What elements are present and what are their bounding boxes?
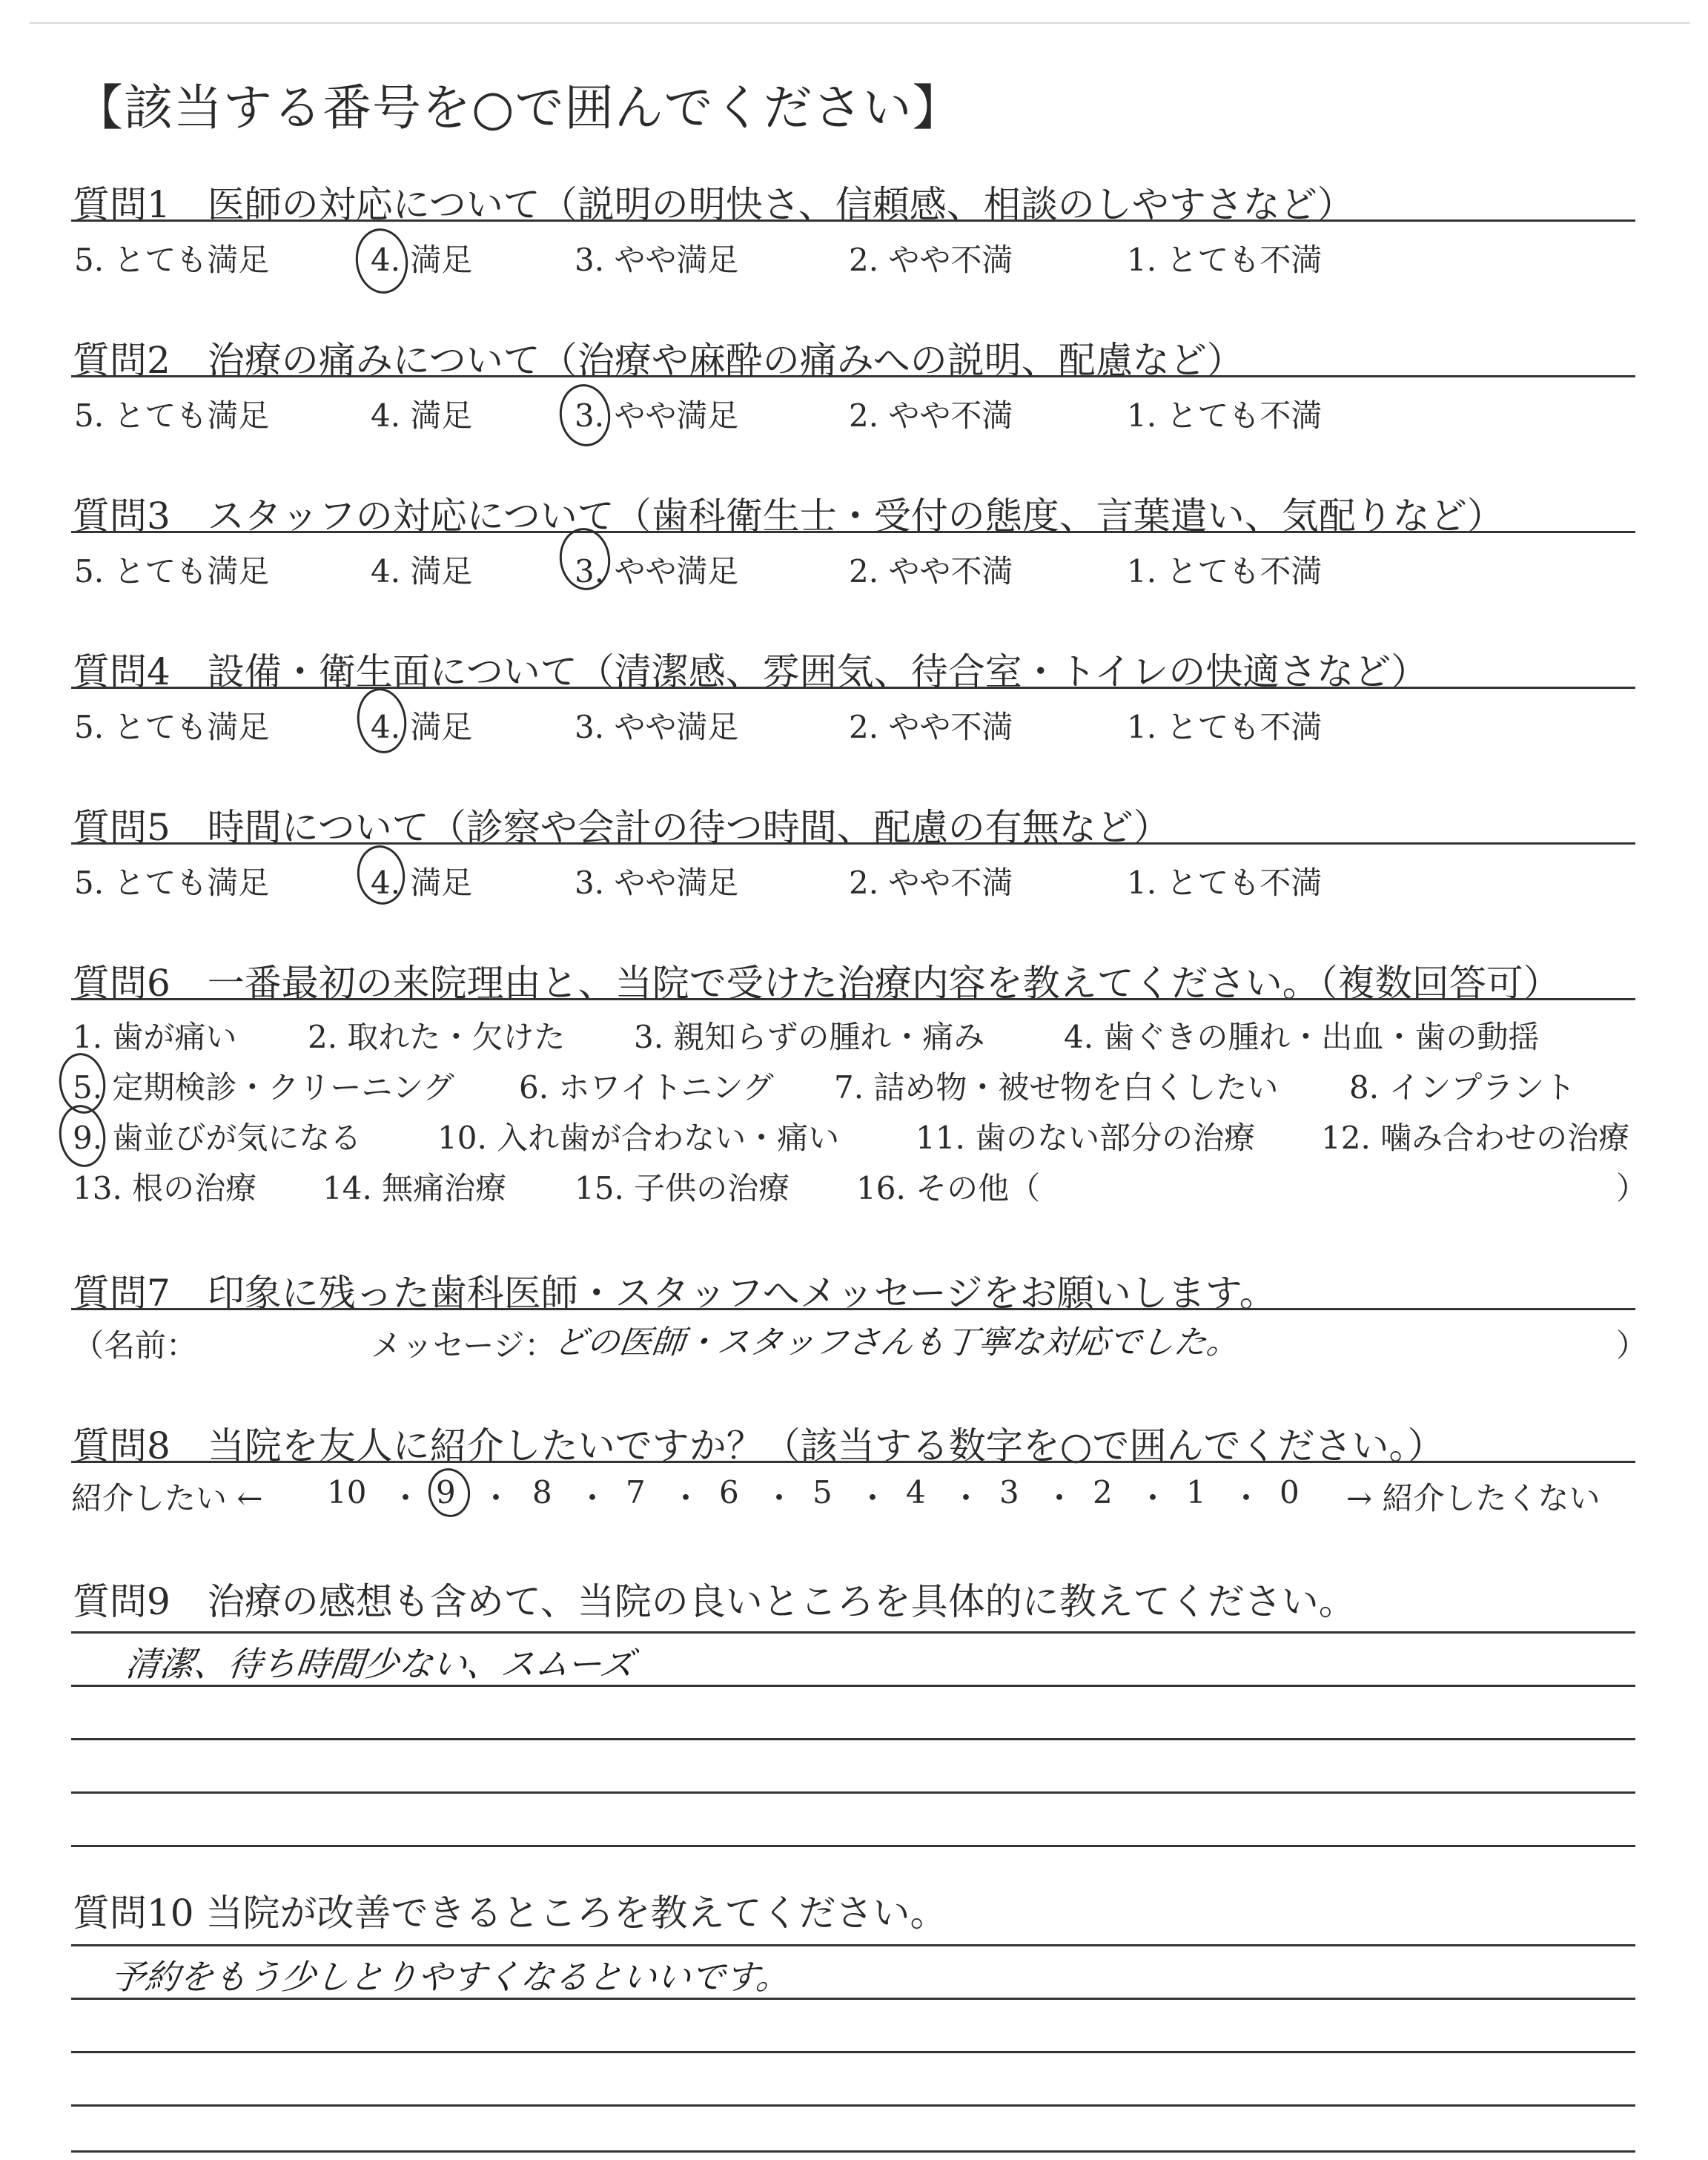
q9-line-3: [71, 1738, 1635, 1740]
q6-option-11[interactable]: 11. 歯のない部分の治療: [916, 1120, 1256, 1156]
q6-option-5[interactable]: 5. 定期検診・クリーニング: [73, 1069, 454, 1106]
q9-line-5: [71, 1845, 1635, 1847]
q7-message-answer[interactable]: どの医師・スタッフさんも丁寧な対応でした。: [552, 1324, 1242, 1361]
q4-option-3[interactable]: 3. やや満足: [575, 709, 739, 745]
top-border: [30, 22, 1690, 24]
instruction-header: 【該当する番号を○で囲んでください】: [74, 79, 962, 136]
q6-option-4[interactable]: 4. 歯ぐきの腫れ・出血・歯の動揺: [1064, 1019, 1540, 1055]
q8-right-label: → 紹介したくない: [1346, 1480, 1601, 1516]
q3-option-4[interactable]: 4. 満足: [371, 553, 473, 589]
q6-option-3[interactable]: 3. 親知らずの腫れ・痛み: [634, 1019, 985, 1055]
q10-title: 質問10 当院が改善できるところを教えてください。: [73, 1892, 947, 1935]
q8-number-0[interactable]: 0: [1280, 1474, 1300, 1510]
q8-dot: ・: [1044, 1480, 1076, 1516]
q6-option-13[interactable]: 13. 根の治療: [73, 1170, 257, 1206]
q3-option-5[interactable]: 5. とても満足: [74, 553, 270, 589]
q2-option-1[interactable]: 1. とても不満: [1127, 397, 1323, 434]
q6-option-6[interactable]: 6. ホワイトニング: [519, 1069, 774, 1106]
q1-title: 質問1 医師の対応について（説明の明快さ、信頼感、相談のしやすさなど）: [73, 183, 1354, 226]
q5-option-1[interactable]: 1. とても不満: [1127, 865, 1323, 901]
q1-option-5[interactable]: 5. とても満足: [74, 242, 270, 278]
q6-title: 質問6 一番最初の来院理由と、当院で受けた治療内容を教えてください。（複数回答可）: [73, 962, 1560, 1005]
q5-rule: [71, 842, 1635, 845]
q2-rule: [71, 375, 1635, 377]
q8-scale: [71, 1474, 1635, 1519]
q8-title: 質問8 当院を友人に紹介したいですか？（該当する数字を○で囲んでください。）: [73, 1424, 1445, 1467]
q3-option-1[interactable]: 1. とても不満: [1127, 553, 1323, 589]
q9-line-2: [71, 1685, 1635, 1687]
q6-option-9[interactable]: 9. 歯並びが気になる: [73, 1120, 362, 1156]
q9-line-1: [71, 1631, 1635, 1634]
q6-option-15[interactable]: 15. 子供の治療: [575, 1170, 790, 1206]
q8-rule: [71, 1461, 1635, 1463]
q7-message-label: メッセージ：: [371, 1327, 556, 1364]
q10-line-4: [71, 2104, 1635, 2107]
q10-line-2: [71, 1998, 1635, 2000]
q9-line-4: [71, 1791, 1635, 1794]
q6-other-close: ）: [1616, 1170, 1648, 1206]
q1-option-3[interactable]: 3. やや満足: [575, 242, 739, 278]
q1-rule: [71, 219, 1635, 222]
q8-dot: ・: [670, 1480, 702, 1516]
q8-number-10[interactable]: 10: [327, 1474, 367, 1510]
q2-option-2[interactable]: 2. やや不満: [849, 397, 1013, 434]
q6-option-12[interactable]: 12. 噛み合わせの治療: [1321, 1120, 1630, 1156]
q9-title: 質問9 治療の感想も含めて、当院の良いところを具体的に教えてください。: [73, 1580, 1356, 1623]
q8-number-4[interactable]: 4: [906, 1474, 926, 1510]
q10-line-5: [71, 2150, 1635, 2153]
q1-option-2[interactable]: 2. やや不満: [849, 242, 1013, 278]
q10-answer[interactable]: 予約をもう少しとりやすくなるといいです。: [108, 1957, 792, 1997]
q3-option-3[interactable]: 3. やや満足: [575, 553, 739, 589]
q8-dot: ・: [577, 1480, 609, 1516]
q4-option-1[interactable]: 1. とても不満: [1127, 709, 1323, 745]
q4-option-5[interactable]: 5. とても満足: [74, 709, 270, 745]
q2-option-4[interactable]: 4. 満足: [371, 397, 473, 434]
q2-title: 質問2 治療の痛みについて（治療や麻酔の痛みへの説明、配慮など）: [73, 339, 1244, 382]
q7-name-label: （名前：: [73, 1327, 198, 1364]
q5-option-3[interactable]: 3. やや満足: [575, 865, 739, 901]
q8-dot: ・: [950, 1480, 982, 1516]
q8-dot: ・: [390, 1480, 422, 1516]
q4-title: 質問4 設備・衛生面について（清潔感、雰囲気、待合室・トイレの快適さなど）: [73, 650, 1429, 693]
q10-line-1: [71, 1944, 1635, 1946]
q6-option-14[interactable]: 14. 無痛治療: [322, 1170, 507, 1206]
q10-line-3: [71, 2051, 1635, 2053]
q4-rule: [71, 687, 1635, 689]
q6-option-10[interactable]: 10. 入れ歯が合わない・痛い: [437, 1120, 840, 1156]
q8-number-9[interactable]: 9: [436, 1474, 456, 1510]
q8-number-5[interactable]: 5: [812, 1474, 833, 1510]
q3-title: 質問3 スタッフの対応について（歯科衛生士・受付の態度、言葉遣い、気配りなど）: [73, 495, 1504, 538]
q6-option-2[interactable]: 2. 取れた・欠けた: [308, 1019, 566, 1055]
q6-option-1[interactable]: 1. 歯が痛い: [73, 1019, 237, 1055]
q8-number-3[interactable]: 3: [999, 1474, 1019, 1510]
q4-option-4[interactable]: 4. 満足: [371, 709, 473, 745]
q8-left-label: 紹介したい ←: [71, 1480, 263, 1516]
q7-rule: [71, 1308, 1635, 1310]
q6-selection-circle-9: [55, 1102, 109, 1170]
q1-option-1[interactable]: 1. とても不満: [1127, 242, 1323, 278]
q8-dot: ・: [857, 1480, 889, 1516]
q8-dot: ・: [1231, 1480, 1262, 1516]
q8-number-1[interactable]: 1: [1186, 1474, 1206, 1510]
q5-option-2[interactable]: 2. やや不満: [849, 865, 1013, 901]
q8-number-6[interactable]: 6: [719, 1474, 739, 1510]
q8-number-7[interactable]: 7: [626, 1474, 646, 1510]
q5-option-4[interactable]: 4. 満足: [371, 865, 473, 901]
q6-rule: [71, 998, 1635, 1000]
q8-dot: ・: [1137, 1480, 1169, 1516]
q3-rule: [71, 531, 1635, 533]
q6-option-8[interactable]: 8. インプラント: [1349, 1069, 1576, 1106]
q7-title: 質問7 印象に残った歯科医師・スタッフへメッセージをお願いします。: [73, 1272, 1277, 1315]
q1-option-4[interactable]: 4. 満足: [371, 242, 473, 278]
q2-option-5[interactable]: 5. とても満足: [74, 397, 270, 434]
q8-dot: ・: [480, 1480, 512, 1516]
q6-option-7[interactable]: 7. 詰め物・被せ物を白くしたい: [834, 1069, 1279, 1106]
q6-option-16[interactable]: 16. その他（: [856, 1170, 1041, 1206]
q8-number-8[interactable]: 8: [532, 1474, 552, 1510]
q9-answer[interactable]: 清潔、待ち時間少ない、スムーズ: [123, 1644, 636, 1684]
q2-option-3[interactable]: 3. やや満足: [575, 397, 739, 434]
q8-dot: ・: [764, 1480, 795, 1516]
q5-title: 質問5 時間について（診察や会計の待つ時間、配慮の有無など）: [73, 806, 1171, 849]
q8-number-2[interactable]: 2: [1093, 1474, 1113, 1510]
q7-close: ）: [1616, 1327, 1648, 1364]
q5-option-5[interactable]: 5. とても満足: [74, 865, 270, 901]
q4-option-2[interactable]: 2. やや不満: [849, 709, 1013, 745]
q3-option-2[interactable]: 2. やや不満: [849, 553, 1013, 589]
